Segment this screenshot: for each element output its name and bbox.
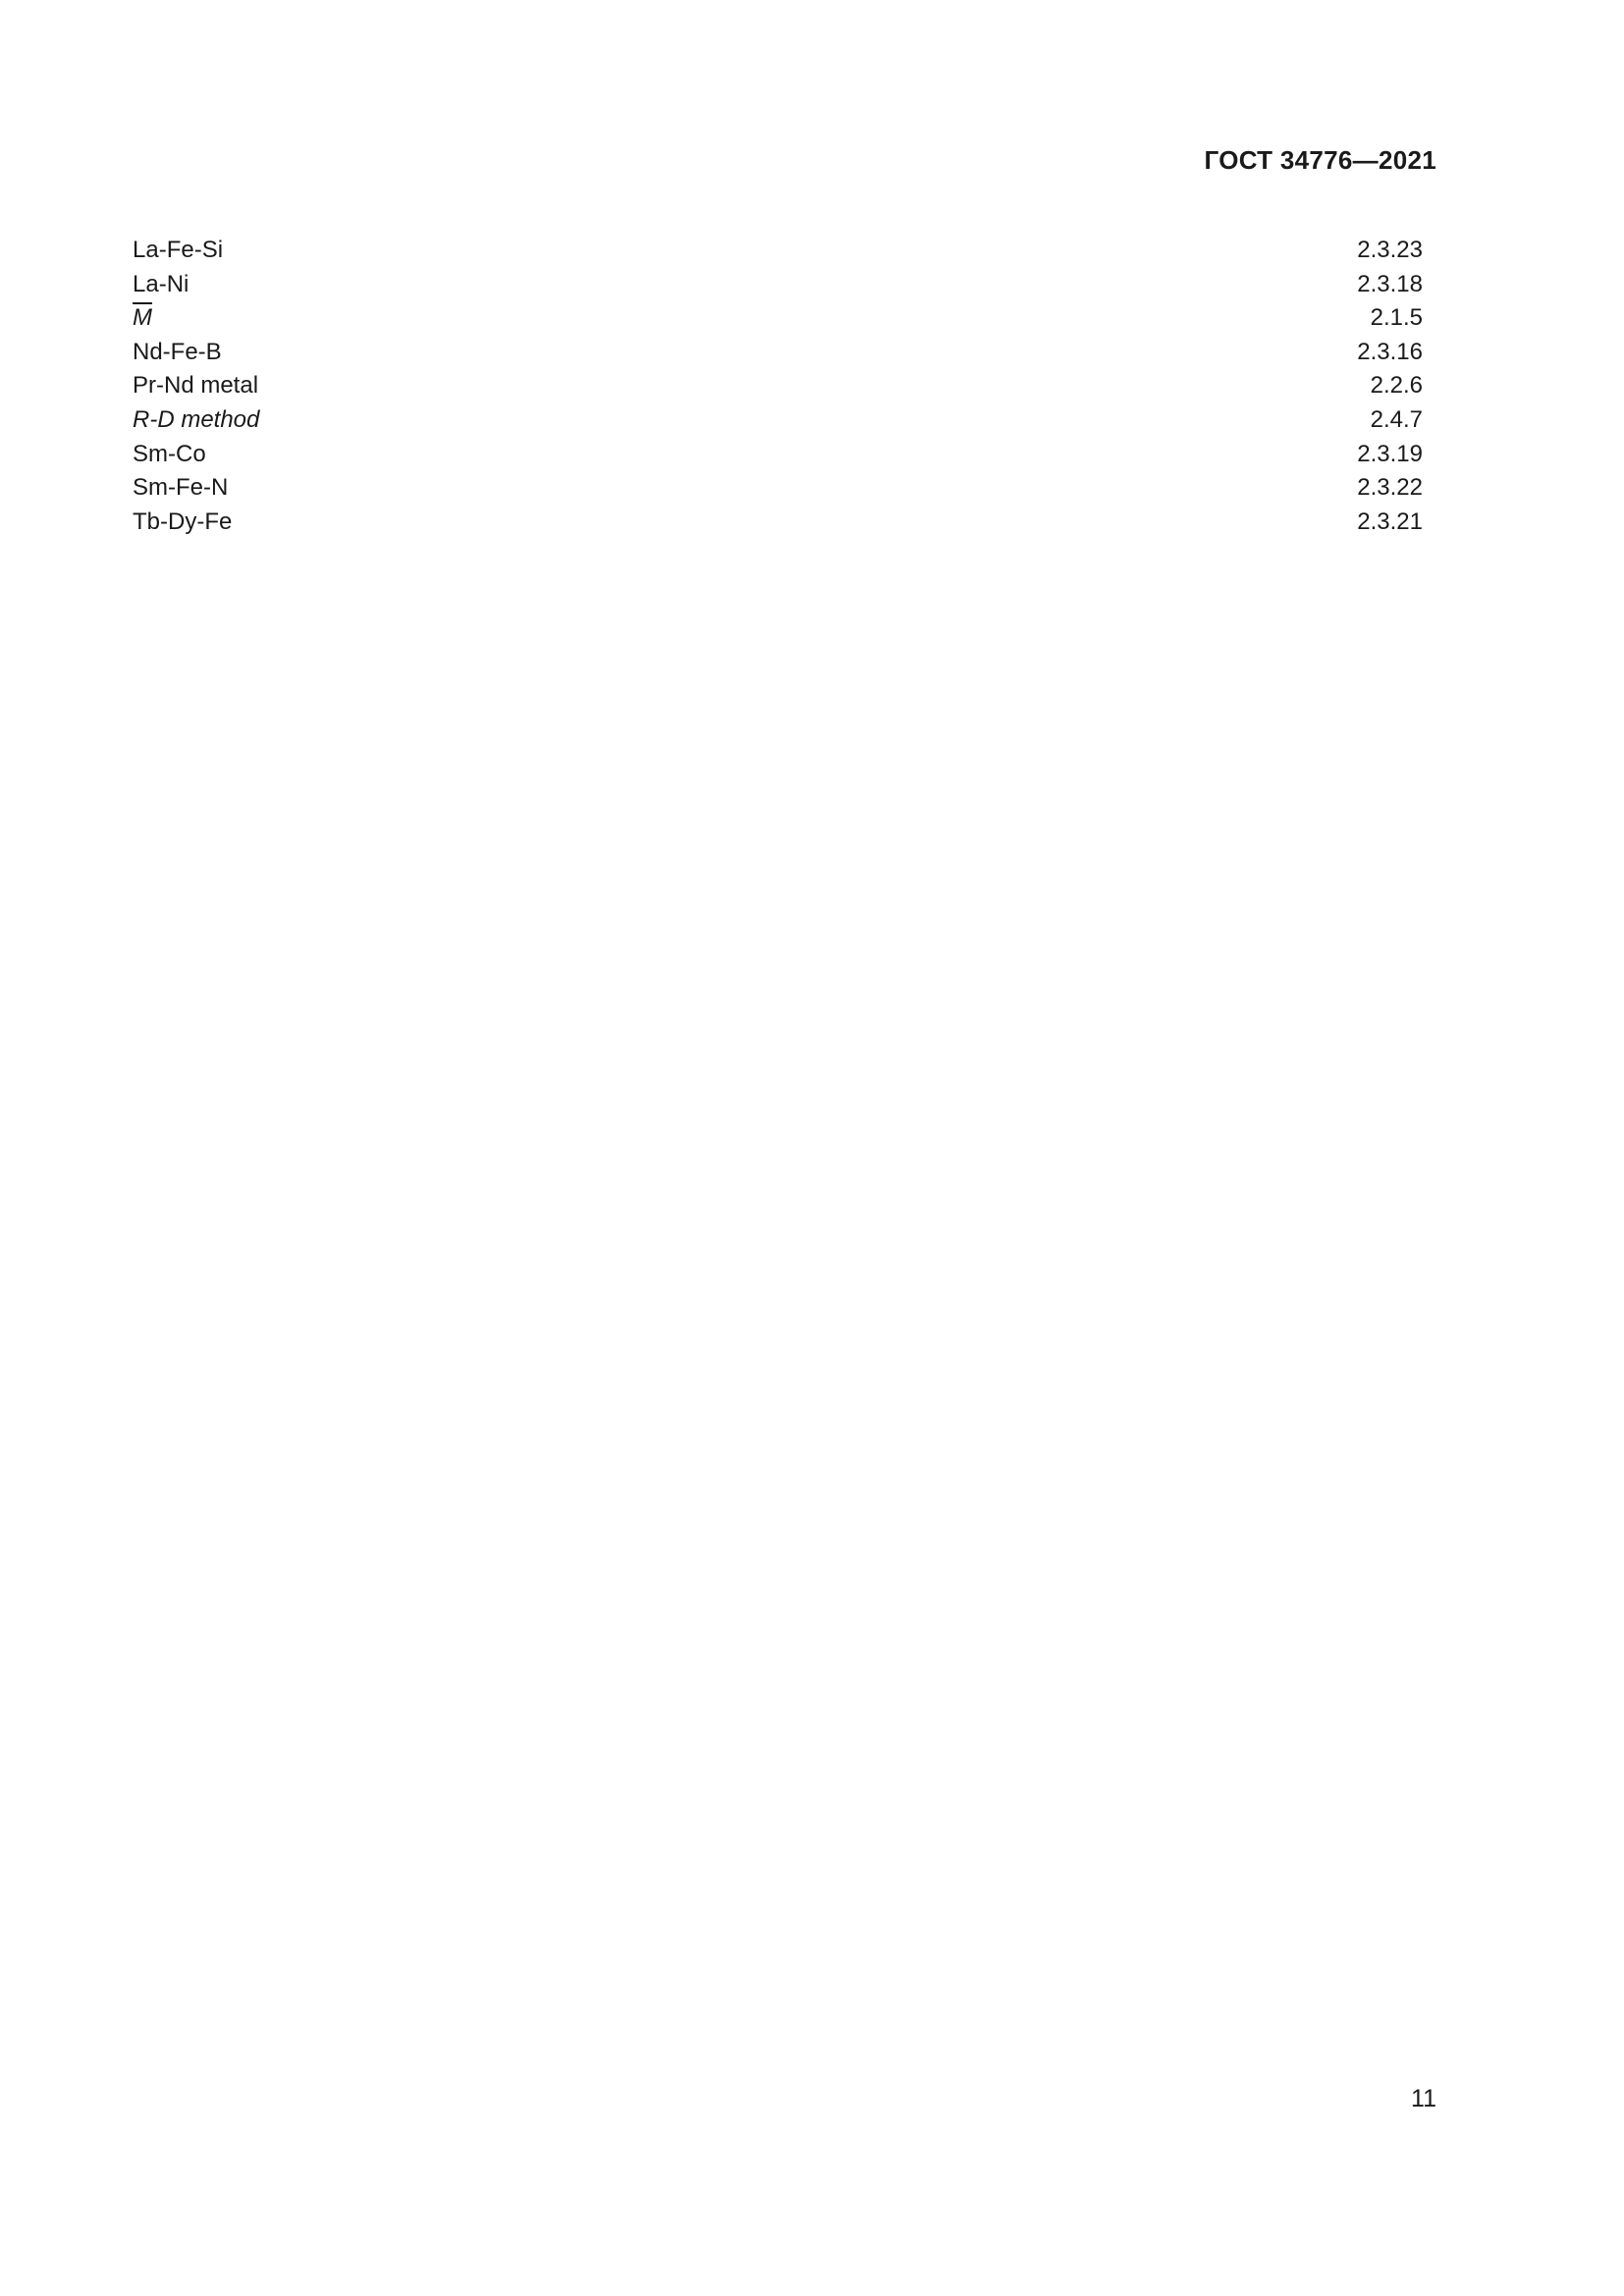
index-reference: 2.3.22 [1357, 474, 1423, 502]
index-term: R-D method [133, 405, 260, 433]
index-reference: 2.3.21 [1357, 507, 1423, 535]
index-term: La-Ni [133, 270, 189, 297]
index-reference: 2.1.5 [1370, 304, 1423, 332]
index-entry [133, 403, 1423, 438]
document-header-code: ГОСТ 34776—2021 [1204, 145, 1436, 175]
index-entry [133, 369, 1423, 403]
index-term: Pr-Nd metal [133, 372, 259, 400]
index-term: Tb-Dy-Fe [133, 507, 233, 535]
index-entry [133, 234, 1423, 268]
index-entry [133, 301, 1423, 336]
index-term: Nd-Fe-B [133, 338, 222, 365]
index-reference: 2.2.6 [1370, 372, 1423, 400]
index-term: Sm-Fe-N [133, 474, 229, 502]
index-entry [133, 471, 1423, 506]
page-number: 11 [1411, 2085, 1436, 2112]
index-entry [133, 438, 1423, 472]
index-entry [133, 506, 1423, 540]
index-entry [133, 336, 1423, 370]
index-reference: 2.3.19 [1357, 440, 1423, 467]
index-term: La-Fe-Si [133, 237, 224, 263]
index-reference: 2.3.23 [1357, 237, 1423, 263]
index-reference: 2.3.16 [1357, 338, 1423, 365]
term-index-list [133, 234, 1423, 539]
index-reference: 2.4.7 [1370, 405, 1423, 433]
index-term: Sm-Co [133, 440, 206, 467]
index-entry [133, 268, 1423, 302]
index-term: $\overline{M}$ [133, 304, 152, 332]
index-reference: 2.3.18 [1357, 270, 1423, 297]
